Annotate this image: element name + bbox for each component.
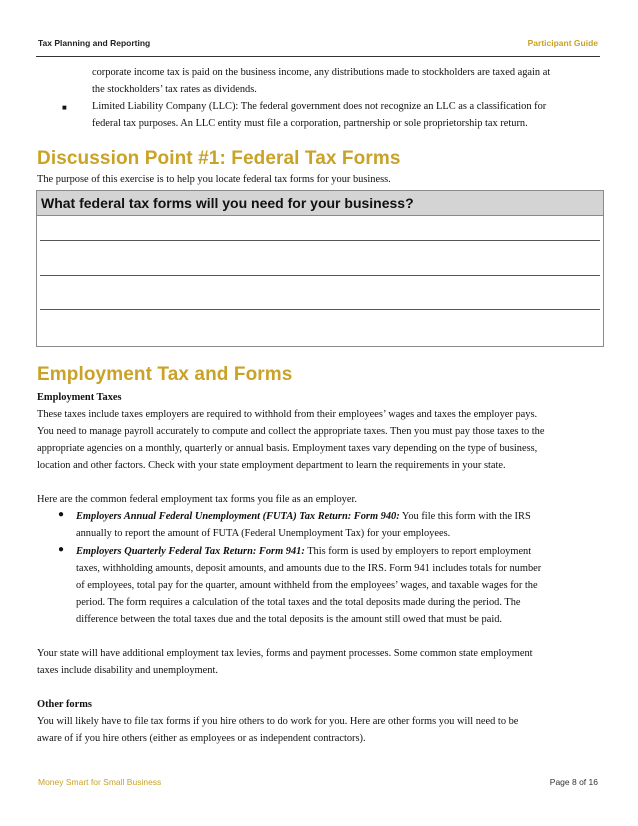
form-941-line-1: Employers Quarterly Federal Tax Return: Form 941: This form is used by employers to report employment xyxy=(76,546,532,557)
employment-para-line-1: These taxes include taxes employers are required to withhold from their employees’ wages and taxes the employer pays. xyxy=(37,409,538,420)
other-forms-line-2: aware of if you hire others (either as employees or as independent contractors). xyxy=(37,733,366,744)
state-line-2: taxes include disability and unemployment. xyxy=(37,665,218,676)
form-941-line-4: period. The form requires a calculation of the total taxes and the total deposits made during the period. The xyxy=(76,597,521,608)
employment-para-line-4: location and other factors. Check with your state employment department to learn the requirements in your state. xyxy=(37,460,506,471)
form-940-line-2: annually to report the amount of FUTA (Federal Unemployment Tax) for your employees. xyxy=(76,528,451,539)
header-guide-label: Participant Guide xyxy=(527,38,598,48)
question-heading: What federal tax forms will you need for your business? xyxy=(37,191,603,216)
llc-line-1: Limited Liability Company (LLC): The federal government does not recognize an LLC as a classification for xyxy=(92,101,547,112)
answer-line-2[interactable] xyxy=(40,275,600,276)
employment-heading: Employment Tax and Forms xyxy=(37,364,293,385)
answer-line-3[interactable] xyxy=(40,309,600,310)
corp-tax-line-1: corporate income tax is paid on the business income, any distributions made to stockholders are taxed again at xyxy=(92,67,551,78)
page-header xyxy=(36,36,600,57)
llc-line-2: federal tax purposes. An LLC entity must file a corporation, partnership or sole proprietorship tax return. xyxy=(92,118,528,129)
square-bullet-icon: ■ xyxy=(62,103,67,112)
discussion-intro: The purpose of this exercise is to help you locate federal tax forms for your business. xyxy=(37,174,391,185)
footer-page-number: Page 8 of 16 xyxy=(549,777,598,787)
employment-para-line-3: appropriate agencies on a monthly, quarterly or annual basis. Employment taxes vary depending on the type of business, xyxy=(37,443,538,454)
form-941-line-2: taxes, withholding amounts, deposit amounts, and amounts due to the IRS. Form 941 includes totals for number xyxy=(76,563,542,574)
answer-line-1[interactable] xyxy=(40,240,600,241)
form-940-line-1: Employers Annual Federal Unemployment (FUTA) Tax Return: Form 940: You file this form with the IRS xyxy=(76,511,531,522)
other-forms-line-1: You will likely have to file tax forms if you hire others to do work for you. Here are other forms you will need to be xyxy=(37,716,519,727)
discussion-heading: Discussion Point #1: Federal Tax Forms xyxy=(37,148,401,169)
other-forms-subhead: Other forms xyxy=(37,699,92,710)
header-title: Tax Planning and Reporting xyxy=(38,38,151,48)
forms-intro: Here are the common federal employment tax forms you file as an employer. xyxy=(37,494,357,505)
footer-course-name: Money Smart for Small Business xyxy=(38,777,162,787)
bullet-icon: ● xyxy=(58,509,65,520)
corp-tax-line-2: the stockholders’ tax rates as dividends. xyxy=(92,84,257,95)
bullet-icon: ● xyxy=(58,544,65,555)
state-line-1: Your state will have additional employment tax levies, forms and payment processes. Some common state employment xyxy=(37,648,533,659)
employment-para-line-2: You need to manage payroll accurately to compute and collect the appropriate taxes. Then you must pay those taxes to the xyxy=(37,426,545,437)
form-941-line-3: of employees, total pay for the quarter, amount withheld from the employees’ wages, and taxable wages for the xyxy=(76,580,538,591)
form-941-line-5: difference between the total taxes due and the total deposits is the amount still owed that must be paid. xyxy=(76,614,503,625)
employment-subhead: Employment Taxes xyxy=(37,392,122,403)
question-box xyxy=(36,190,604,347)
